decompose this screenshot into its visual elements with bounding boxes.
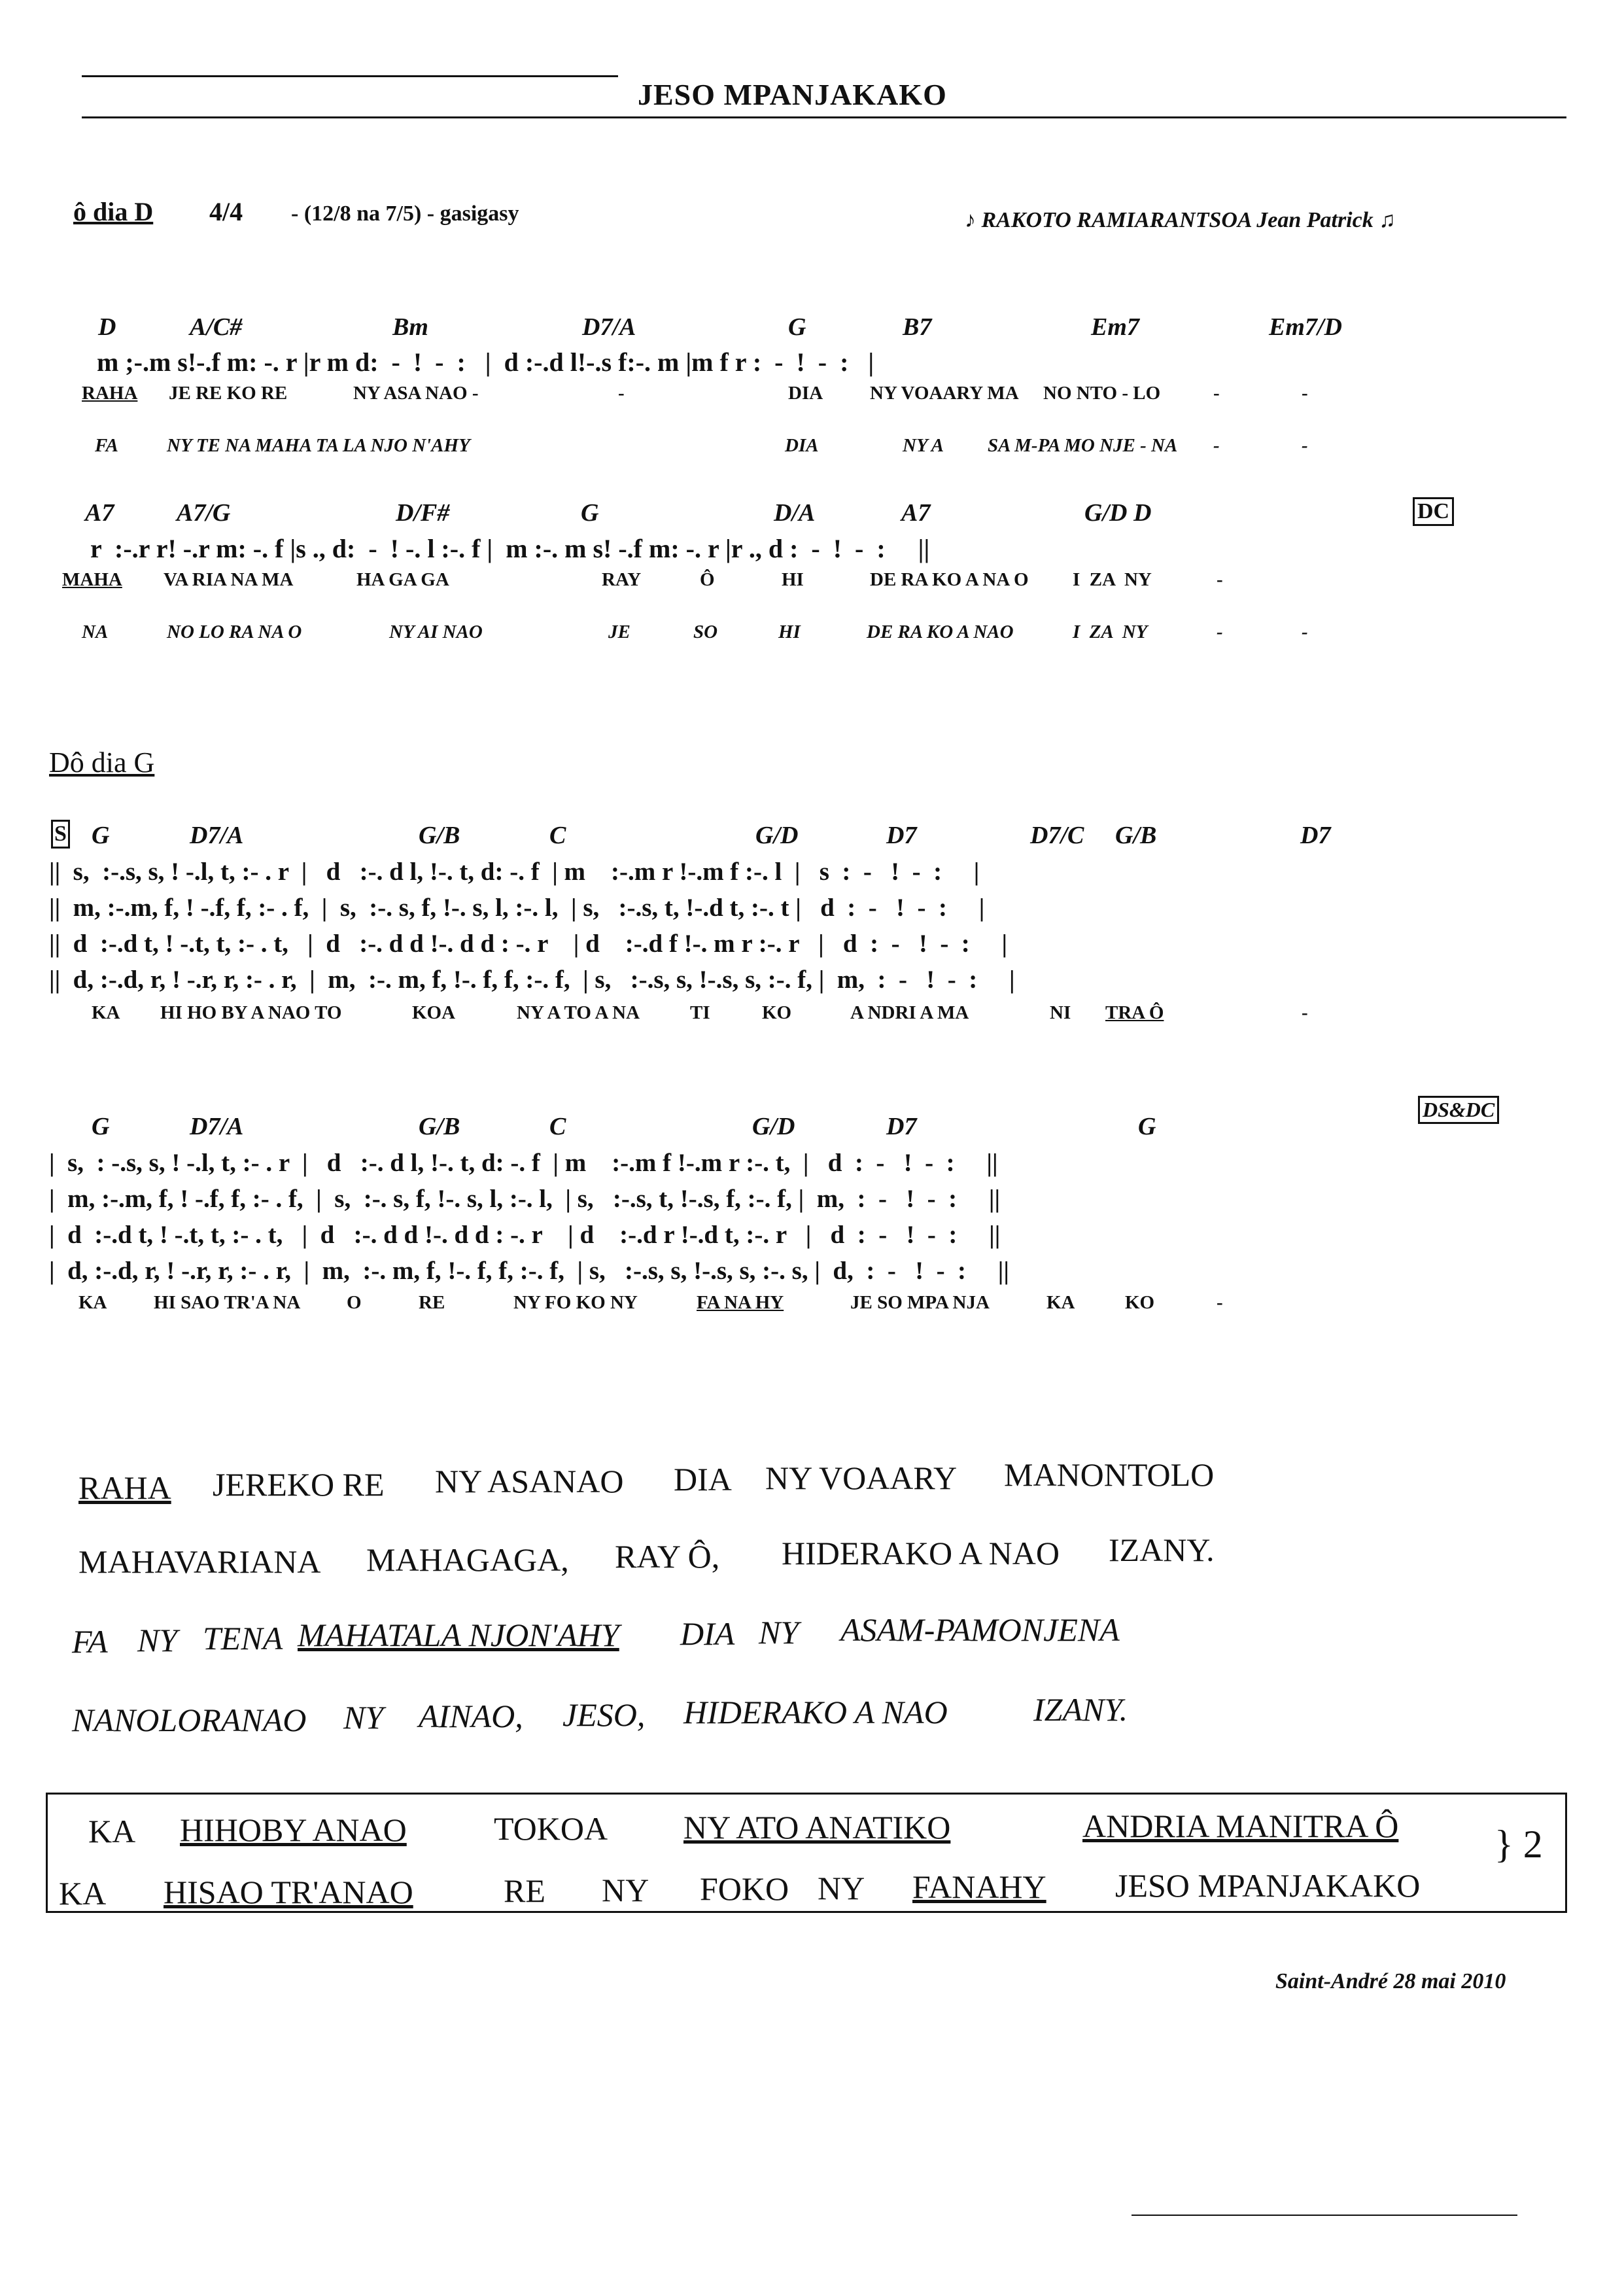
lyric: HA GA GA: [356, 569, 449, 590]
text-word: MAHATALA NJON'AHY: [298, 1617, 619, 1653]
refrain-word: RE: [504, 1872, 545, 1909]
chord: D/F#: [396, 499, 450, 527]
text-word: MAHAGAGA,: [366, 1541, 569, 1578]
voice-soprano: | s, : -.s, s, ! -.l, t, :- . r | d :-. d l, !-. t, d: -. f | m :-.m f !-.m r :-. t, | d : - ! - : ||: [49, 1149, 998, 1177]
key-signature: ô dia D: [73, 197, 154, 226]
lyric: NY TE NA MAHA TA LA NJO N'AHY: [167, 435, 470, 456]
lyric: NY FO KO NY: [513, 1292, 638, 1313]
voice-soprano: || s, :-.s, s, ! -.l, t, :- . r | d :-. d l, !-. t, d: -. f | m :-.m r !-.m f :-. l | s : - ! - : |: [49, 858, 980, 886]
lyric: -: [618, 383, 625, 404]
lyric: -: [1213, 383, 1220, 404]
text-word: NY: [137, 1622, 178, 1658]
lyric: A NDRI A MA: [850, 1002, 969, 1023]
chord: C: [549, 822, 566, 849]
text-word: ASAM-PAMONJENA: [840, 1611, 1120, 1648]
chord: D7: [886, 1113, 917, 1140]
voice-alto: || m, :-.m, f, ! -.f, f, :- . f, | s, :-. s, f, !-. s, l, :-. l, | s, :-.s, t, !-.d t, :-. t | d : - ! - : |: [49, 894, 985, 922]
repeat-mark-dc: DC: [1413, 497, 1454, 526]
text-word: IZANY.: [1033, 1691, 1128, 1728]
author: ♪ RAKOTO RAMIARANTSOA Jean Patrick ♫: [965, 208, 1396, 232]
chord: G/D D: [1084, 499, 1152, 527]
chord: G/D: [755, 822, 799, 849]
lyric: -: [1217, 622, 1223, 642]
lyric: I ZA NY: [1073, 569, 1152, 590]
text-word: HIDERAKO A NAO: [782, 1535, 1060, 1571]
lyric: NA: [82, 622, 109, 642]
lyric: KA: [92, 1002, 120, 1023]
lyric: JE RE KO RE: [169, 383, 288, 404]
refrain-word: HISAO TR'ANAO: [164, 1874, 413, 1910]
lyric: HI: [782, 569, 804, 590]
lyric: DIA: [788, 383, 823, 404]
solfa-line: r :-.r r! -.r m: -. f |s ., d: - ! -. l :-. f | m :-. m s! -.f m: -. r |r ., d : - ! - : ||: [90, 534, 930, 563]
chord: G: [1138, 1113, 1156, 1140]
text-word: MANONTOLO: [1004, 1456, 1215, 1493]
chord: D7/C: [1030, 822, 1084, 849]
refrain-word: NY: [602, 1872, 649, 1908]
top-rule-short: [82, 75, 618, 77]
chord: G: [92, 822, 110, 849]
refrain-word: FANAHY: [912, 1868, 1046, 1905]
lyric: -: [1302, 1002, 1308, 1023]
chord: G/B: [419, 822, 460, 849]
lyric: KO: [762, 1002, 792, 1023]
footer-date: Saint-André 28 mai 2010: [1275, 1969, 1506, 1993]
chord: D7: [886, 822, 917, 849]
voice-bass: || d, :-.d, r, ! -.r, r, :- . r, | m, :-. m, f, !-. f, f, :-. f, | s, :-.s, s, !-.s, s, :-. f, | m, : - ! - : |: [49, 966, 1015, 994]
time-signature: 4/4: [209, 197, 243, 226]
lyric: NO LO RA NA O: [167, 622, 302, 642]
lyric: DE RA KO A NA O: [870, 569, 1029, 590]
chord: C: [549, 1113, 566, 1140]
repeat-count: } 2: [1494, 1823, 1543, 1866]
refrain-word: FOKO: [700, 1870, 789, 1907]
lyric: NY A TO A NA: [517, 1002, 640, 1023]
lyric: KO: [1125, 1292, 1155, 1313]
text-word: HIDERAKO A NAO: [683, 1694, 948, 1730]
text-word: TENA: [203, 1620, 283, 1656]
text-word: JEREKO RE: [213, 1466, 385, 1503]
bottom-rule: [1132, 2215, 1517, 2216]
chord: G/B: [1115, 822, 1157, 849]
lyric: RAHA: [82, 383, 138, 404]
lyric: KA: [1046, 1292, 1075, 1313]
lyric: -: [1302, 622, 1308, 642]
chord: Bm: [392, 313, 428, 341]
lyric: NI: [1050, 1002, 1071, 1023]
chord: A7: [901, 499, 931, 527]
lyric: -: [1217, 1292, 1223, 1313]
lyric: NY A: [903, 435, 944, 456]
chord: A7: [85, 499, 114, 527]
refrain-word: KA: [88, 1813, 136, 1849]
chord: D: [98, 313, 116, 341]
refrain-word: NY: [818, 1870, 865, 1906]
repeat-mark-dsdc: DS&DC: [1418, 1096, 1499, 1124]
text-word: DIA: [680, 1615, 735, 1652]
voice-tenor: || d :-.d t, ! -.t, t, :- . t, | d :-. d d !-. d d : -. r | d :-.d f !-. m r :-. r | d : - ! - : |: [49, 930, 1008, 958]
lyric: -: [1217, 569, 1223, 590]
refrain-word: NY ATO ANATIKO: [683, 1809, 951, 1846]
top-rule-long: [82, 116, 1566, 118]
lyric: NY VOAARY MA: [870, 383, 1019, 404]
text-word: RAHA: [78, 1469, 171, 1506]
text-word: JESO,: [562, 1696, 646, 1733]
text-word: IZANY.: [1109, 1532, 1215, 1568]
chord: D/A: [774, 499, 816, 527]
lyric: -: [1213, 435, 1220, 456]
lyric: HI HO BY A NAO TO: [160, 1002, 342, 1023]
lyric: NY ASA NAO -: [353, 383, 479, 404]
voice-tenor: | d :-.d t, ! -.t, t, :- . t, | d :-. d d !-. d d : -. r | d :-.d r !-.d t, :-. r | d : - ! - : ||: [49, 1221, 1001, 1249]
lyric: NO NTO - LO: [1043, 383, 1161, 404]
text-word: RAY Ô,: [615, 1538, 720, 1575]
voice-alto: | m, :-.m, f, ! -.f, f, :- . f, | s, :-. s, f, !-. s, l, :-. l, | s, :-.s, t, !-.s, f, :-. f, | m, : - ! - : ||: [49, 1185, 1001, 1213]
refrain-word: TOKOA: [494, 1810, 608, 1847]
lyric: -: [1302, 383, 1308, 404]
text-word: MAHAVARIANA: [78, 1543, 321, 1580]
lyric: Ô: [700, 569, 715, 590]
chord: G/B: [419, 1113, 460, 1140]
refrain-word: HIHOBY ANAO: [180, 1812, 407, 1848]
chord: Em7/D: [1269, 313, 1342, 341]
lyric: DIA: [785, 435, 819, 456]
chord: G/D: [752, 1113, 795, 1140]
lyric: -: [1302, 435, 1308, 456]
text-word: NY VOAARY: [765, 1460, 958, 1496]
chord: Em7: [1091, 313, 1139, 341]
chord: B7: [903, 313, 932, 341]
lyric: VA RIA NA MA: [164, 569, 294, 590]
section-key: Dô dia G: [49, 746, 155, 779]
lyric: TI: [690, 1002, 710, 1023]
lyric: MAHA: [62, 569, 122, 590]
lyric: FA NA HY: [697, 1292, 784, 1313]
lyric: JE SO MPA NJA: [850, 1292, 990, 1313]
text-word: NY ASANAO: [435, 1463, 624, 1499]
voice-bass: | d, :-.d, r, ! -.r, r, :- . r, | m, :-. m, f, !-. f, f, :-. f, | s, :-.s, s, !-.s, s, :-. s, | d, : - ! - : ||: [49, 1257, 1009, 1285]
refrain-word: JESO MPANJAKAKO: [1115, 1867, 1421, 1904]
chord: D7: [1300, 822, 1331, 849]
lyric: SA M-PA MO NJE - NA: [988, 435, 1178, 456]
chord: G: [788, 313, 806, 341]
text-word: NY: [759, 1614, 799, 1651]
text-word: AINAO,: [419, 1698, 523, 1734]
lyric: DE RA KO A NAO: [867, 622, 1014, 642]
lyric: RAY: [602, 569, 642, 590]
solfa-line: m ;-.m s!-.f m: -. r |r m d: - ! - : | d :-.d l!-.s f:-. m |m f r : - ! - : |: [97, 347, 874, 377]
lyric: KA: [78, 1292, 107, 1313]
lyric: FA: [95, 435, 119, 456]
lyric: SO: [693, 622, 718, 642]
chord: D7/A: [582, 313, 636, 341]
text-word: FA: [72, 1623, 108, 1660]
lyric: NY AI NAO: [389, 622, 483, 642]
chord: D7/A: [190, 1113, 244, 1140]
lyric: I ZA NY: [1073, 622, 1148, 642]
chord: A/C#: [190, 313, 243, 341]
lyric: O: [347, 1292, 362, 1313]
lyric: TRA Ô: [1105, 1002, 1164, 1023]
lyric: HI: [778, 622, 801, 642]
chord: A7/G: [177, 499, 231, 527]
chord: D7/A: [190, 822, 244, 849]
chord: G: [581, 499, 599, 527]
lyric: KOA: [412, 1002, 456, 1023]
lyric: JE: [608, 622, 631, 642]
segno-mark: S: [51, 820, 70, 849]
text-word: DIA: [674, 1461, 732, 1498]
text-word: NANOLORANAO: [72, 1702, 307, 1738]
lyric: HI SAO TR'A NA: [154, 1292, 301, 1313]
refrain-word: ANDRIA MANITRA Ô: [1082, 1808, 1399, 1844]
refrain-word: KA: [59, 1875, 107, 1912]
chord: G: [92, 1113, 110, 1140]
lyric: RE: [419, 1292, 445, 1313]
page-title: JESO MPANJAKAKO: [638, 78, 947, 111]
text-word: NY: [343, 1699, 384, 1736]
tempo-meta: - (12/8 na 7/5) - gasigasy: [291, 201, 519, 226]
